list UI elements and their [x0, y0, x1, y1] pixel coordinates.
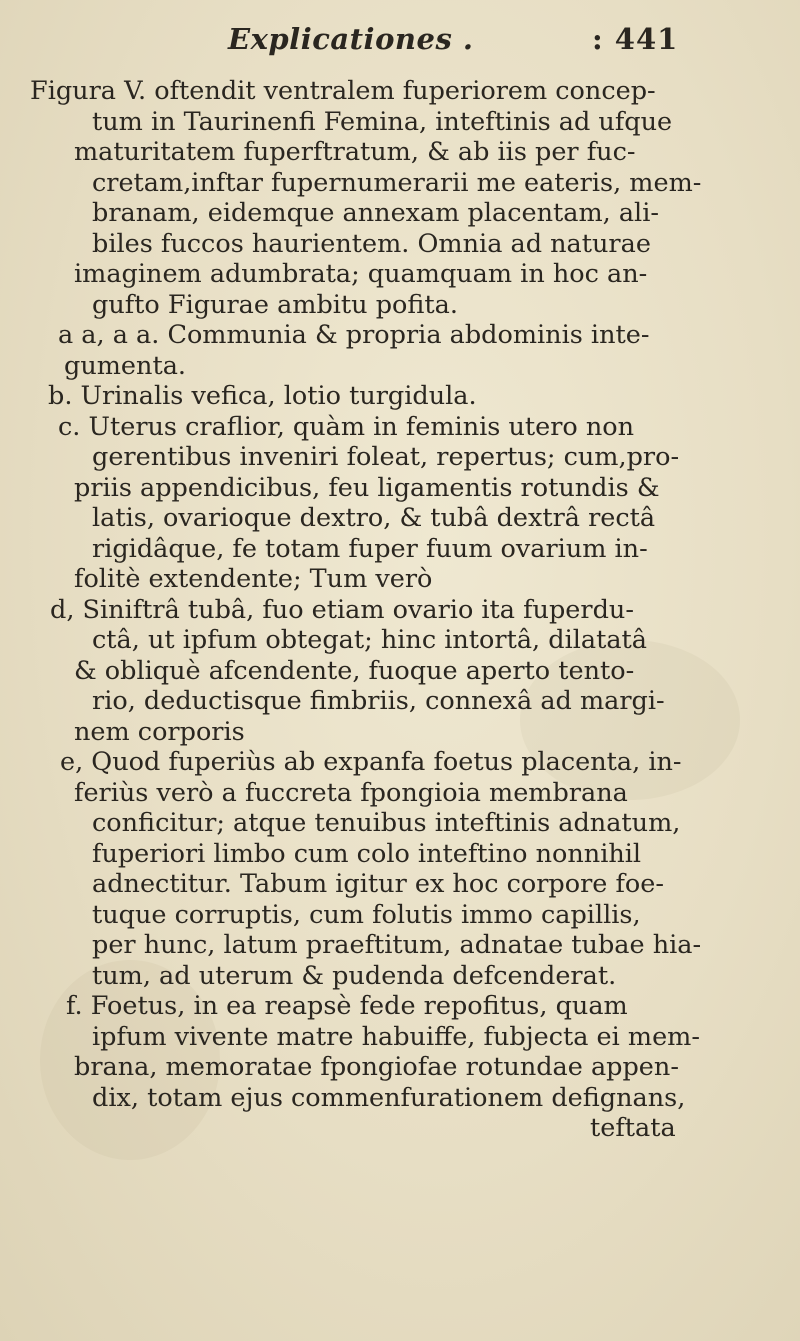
text-line: nem corporis	[74, 716, 245, 747]
text-line: biles fuccos haurientem. Omnia ad naturae	[92, 228, 651, 259]
text-line: teftata	[590, 1113, 676, 1143]
text-line: rio, deductisque fimbriis, connexâ ad margi-	[92, 686, 665, 716]
text-line: adnectitur. Tabum igitur ex hoc corpore foe-	[92, 869, 664, 899]
text-line: & obliquè afcendente, fuoque aperto tento-	[74, 655, 635, 686]
text-line: d, Siniftrâ tubâ, fuo etiam ovario ita fuperdu-	[50, 594, 634, 625]
text-line: e, Quod fuperiùs ab expanfa foetus placenta, in-	[60, 747, 682, 777]
text-line: tuque corruptis, cum folutis immo capillis,	[92, 899, 641, 930]
text-line: Figura V. oftendit ventralem fuperiorem concep-	[30, 76, 656, 106]
page-header	[0, 12, 800, 62]
text-line: per hunc, latum praeftitum, adnatae tubae hia-	[92, 930, 702, 960]
text-line: ipfum vivente matre habuiffe, fubjecta ei mem-	[92, 1021, 700, 1052]
body-text	[30, 76, 760, 1144]
text-line: b. Urinalis vefica, lotio turgidula.	[48, 381, 477, 411]
text-line: f. Foetus, in ea reapsè fede repofitus, quam	[66, 991, 628, 1021]
text-line: a a, a a. Communia & propria abdominis inte-	[58, 320, 650, 350]
text-line: imaginem adumbrata; quamquam in hoc an-	[74, 259, 648, 289]
text-line: conficitur; atque tenuibus inteftinis adnatum,	[92, 808, 681, 838]
text-line: tum in Taurinenfi Femina, inteftinis ad ufque	[92, 106, 673, 137]
text-line: tum, ad uterum & pudenda defcenderat.	[92, 960, 617, 991]
text-line: branam, eidemque annexam placentam, ali-	[92, 198, 659, 228]
page-number: : 441	[592, 22, 679, 56]
text-line: c. Uterus craflior, quàm in feminis utero non	[58, 411, 635, 442]
text-line: latis, ovarioque dextro, & tubâ dextrâ rectâ	[92, 503, 656, 533]
text-line: brana, memoratae fpongiofae rotundae appen-	[74, 1052, 679, 1082]
text-line: folitè extendente; Tum verò	[74, 564, 433, 594]
text-line: gerentibus inveniri foleat, repertus; cum,pro-	[92, 442, 680, 472]
text-line: cretam,inftar fupernumerarii me eateris, mem-	[92, 167, 702, 198]
text-line: maturitatem fuperftratum, & ab iis per fuc-	[74, 137, 636, 167]
text-line: priis appendicibus, feu ligamentis rotundis &	[74, 472, 660, 503]
text-line: feriùs verò a fuccreta fpongioia membrana	[74, 777, 628, 808]
text-line: gumenta.	[64, 350, 186, 381]
text-line: rigidâque, fe totam fuper fuum ovarium in-	[92, 533, 648, 564]
text-line: fuperiori limbo cum colo inteftino nonnihil	[92, 838, 642, 869]
text-line: dix, totam ejus commenfurationem defignans,	[92, 1082, 686, 1113]
text-line: ctâ, ut ipfum obtegat; hinc intortâ, dilatatâ	[92, 625, 647, 655]
text-line: gufto Figurae ambitu pofita.	[92, 289, 458, 320]
running-head: Explicationes .	[228, 22, 474, 56]
